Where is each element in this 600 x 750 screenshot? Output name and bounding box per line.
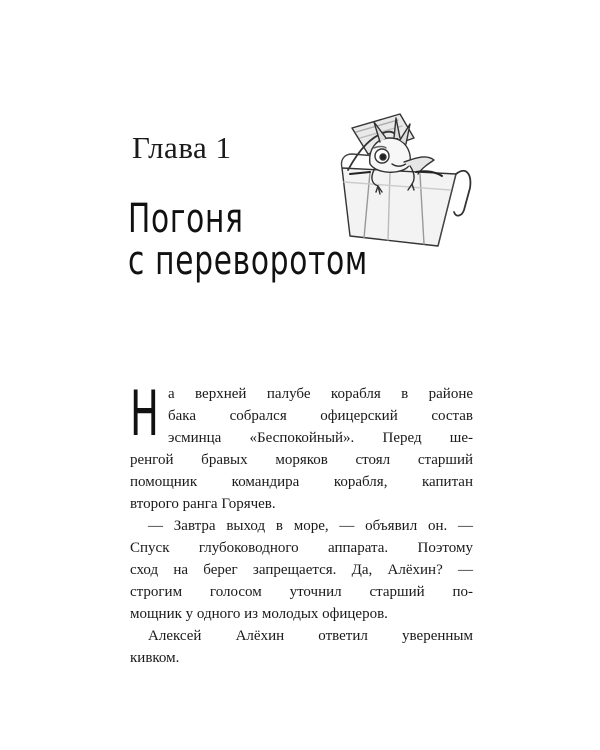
- text-line: эсминца «Беспокойный». Перед ше-: [168, 430, 473, 446]
- dragon-in-bag-icon: [330, 108, 480, 248]
- chapter-title-line-2: с переворотом: [128, 238, 369, 284]
- text-line: помощник командира корабля, капитан: [130, 474, 473, 490]
- text-line: Алексей Алёхин ответил уверенным: [148, 628, 473, 644]
- text-line: мощник у одного из молодых офицеров.: [130, 606, 388, 622]
- text-line: а верхней палубе корабля в районе: [168, 386, 473, 402]
- chapter-label: Глава 1: [132, 130, 232, 165]
- text-line: — Завтра выход в море, — объявил он. —: [148, 518, 473, 534]
- text-line: ренгой бравых моряков стоял старший: [130, 452, 473, 468]
- text-line: строгим голосом уточнил старший по-: [130, 584, 473, 600]
- text-line: сход на берег запрещается. Да, Алёхин? —: [130, 562, 473, 578]
- body-text: [130, 377, 473, 669]
- text-line: второго ранга Горячев.: [130, 496, 276, 512]
- text-line: кивком.: [130, 650, 180, 666]
- drop-cap: Н: [130, 377, 159, 450]
- text-line: бака собрался офицерский состав: [168, 408, 473, 424]
- chapter-title-line-1: Погоня: [128, 196, 244, 242]
- text-line: Спуск глубоководного аппарата. Поэтому: [130, 540, 473, 556]
